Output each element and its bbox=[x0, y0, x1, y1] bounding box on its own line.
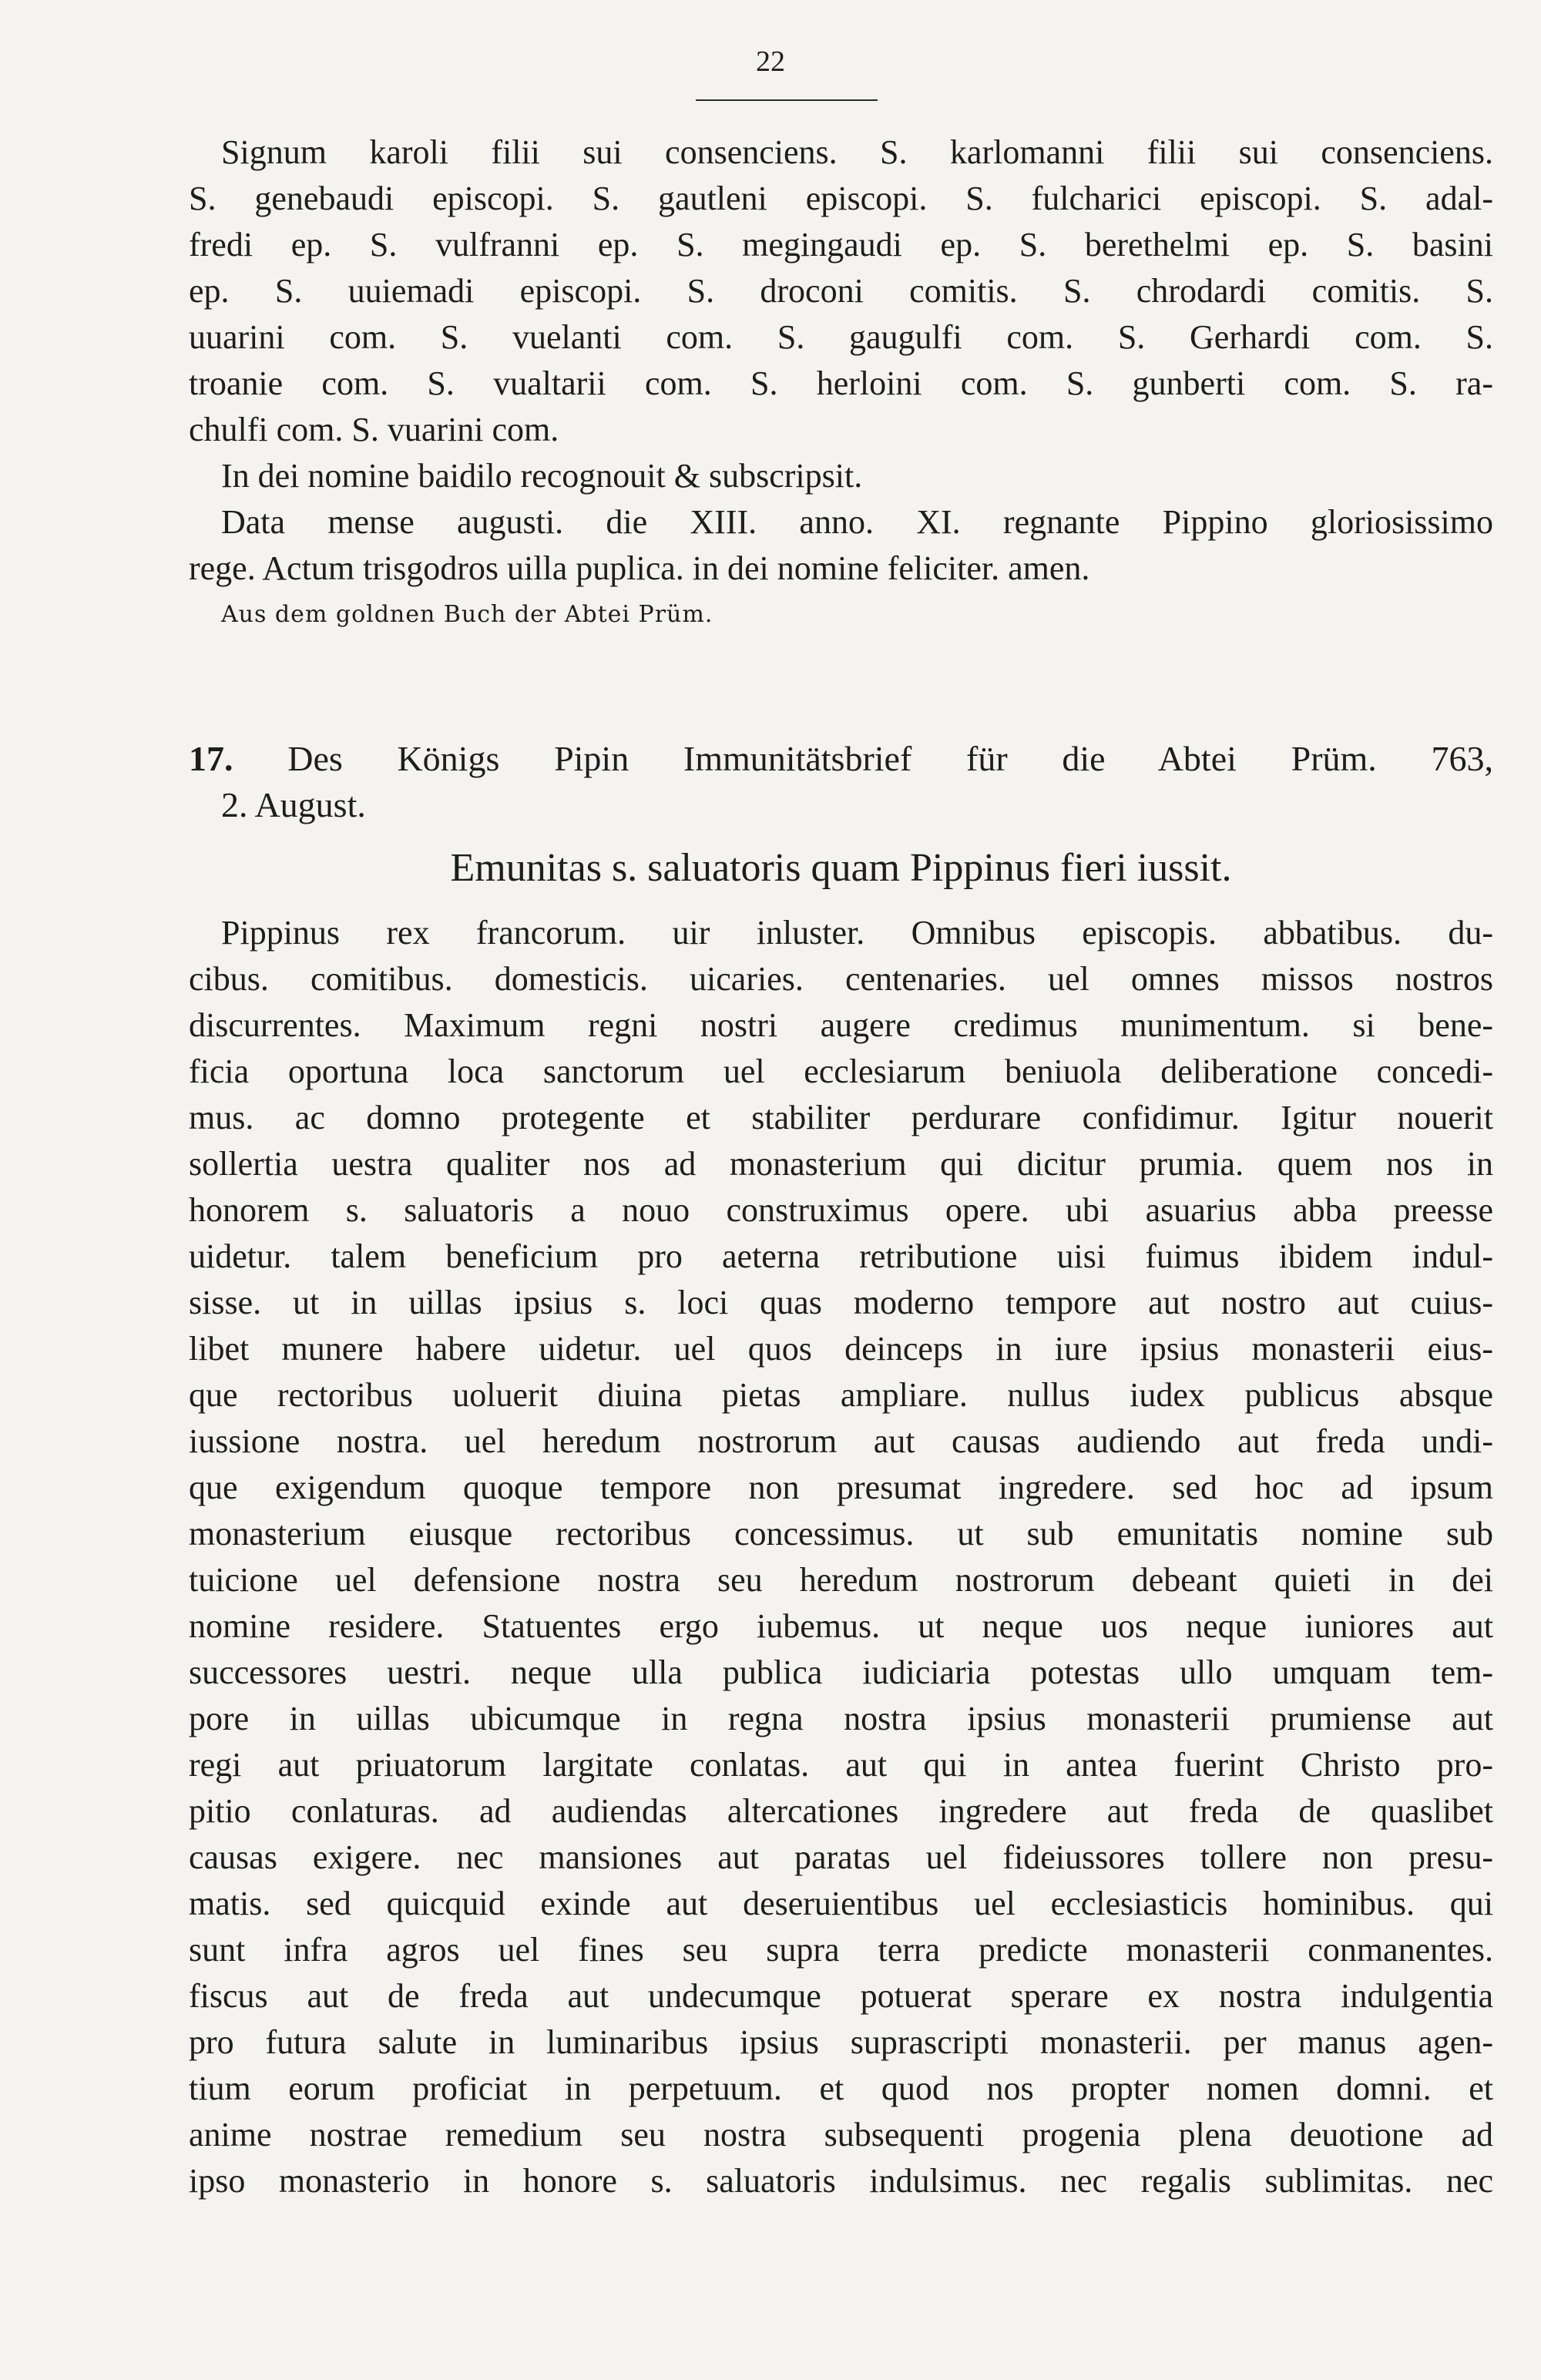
document-date: 2. August. bbox=[221, 785, 366, 824]
charter-line: libet munere habere uidetur. uel quos deinceps in iure ipsius monasterii eius- bbox=[189, 1330, 1493, 1368]
charter-line: que rectoribus uoluerit diuina pietas ampliare. nullus iudex publicus absque bbox=[189, 1376, 1493, 1414]
page-number: 22 bbox=[756, 45, 785, 78]
signature-list bbox=[189, 129, 1493, 638]
charter-title: Emunitas s. saluatoris quam Pippinus fieri iussit. bbox=[450, 846, 1232, 890]
charter-line: cibus. comitibus. domesticis. uicaries. centenaries. uel omnes missos nostros bbox=[189, 960, 1493, 998]
charter-line: tuicione uel defensione nostra seu heredum nostrorum debeant quieti in dei bbox=[189, 1561, 1493, 1599]
signature-line: Signum karoli filii sui consenciens. S. karlomanni filii sui consenciens. bbox=[221, 133, 1493, 171]
signature-line: fredi ep. S. vulfranni ep. S. megingaudi ep. S. berethelmi ep. S. basini bbox=[189, 226, 1493, 264]
signature-line: chulfi com. S. vuarini com. bbox=[189, 411, 559, 448]
header-rule bbox=[696, 99, 878, 101]
charter-line: regi aut priuatorum largitate conlatas. aut qui in antea fuerint Christo pro- bbox=[189, 1746, 1493, 1784]
signature-line: troanie com. S. vualtarii com. S. herloini com. S. gunberti com. S. ra- bbox=[189, 364, 1493, 402]
signature-line: ep. S. uuiemadi episcopi. S. droconi comitis. S. chrodardi comitis. S. bbox=[189, 272, 1493, 310]
charter-line: nomine residere. Statuentes ergo iubemus. ut neque uos neque iuniores aut bbox=[189, 1607, 1493, 1645]
charter-line: sollertia uestra qualiter nos ad monasterium qui dicitur prumia. quem nos in bbox=[189, 1145, 1493, 1183]
dating-line: Data mense augusti. die XIII. anno. XI. regnante Pippino gloriosissimo bbox=[221, 503, 1493, 541]
charter-line: monasterium eiusque rectoribus concessimus. ut sub emunitatis nomine sub bbox=[189, 1515, 1493, 1553]
charter-line: successores uestri. neque ulla publica iudiciaria potestas ullo umquam tem- bbox=[189, 1653, 1493, 1691]
charter-line: mus. ac domno protegente et stabiliter perdurare confidimur. Igitur nouerit bbox=[189, 1099, 1493, 1136]
charter-line: discurrentes. Maximum regni nostri augere credimus munimentum. si bene- bbox=[189, 1006, 1493, 1044]
recognition-line: In dei nomine baidilo recognouit & subscripsit. bbox=[221, 457, 863, 495]
charter-line: sisse. ut in uillas ipsius s. loci quas moderno tempore aut nostro aut cuius- bbox=[189, 1284, 1493, 1321]
document-heading-text: Des Königs Pipin Immunitätsbrief für die Abtei Prüm. 763, bbox=[287, 739, 1493, 778]
charter-line: matis. sed quicquid exinde aut deseruientibus uel ecclesiasticis hominibus. qui bbox=[189, 1885, 1493, 1922]
charter-line: honorem s. saluatoris a nouo construximus opere. ubi asuarius abba preesse bbox=[189, 1191, 1493, 1229]
document-number: 17. bbox=[189, 739, 233, 778]
charter-line: pitio conlaturas. ad audiendas altercationes ingredere aut freda de quaslibet bbox=[189, 1792, 1493, 1830]
document-heading bbox=[189, 736, 1493, 828]
charter-line: ipso monasterio in honore s. saluatoris indulsimus. nec regalis sublimitas. nec bbox=[189, 2162, 1493, 2200]
charter-line: anime nostrae remedium seu nostra subsequenti progenia plena deuotione ad bbox=[189, 2116, 1493, 2153]
source-note: Aus dem goldnen Buch der Abtei Prüm. bbox=[221, 601, 713, 628]
charter-line: sunt infra agros uel fines seu supra terra predicte monasterii conmanentes. bbox=[189, 1931, 1493, 1969]
dating-line: rege. Actum trisgodros uilla puplica. in dei nomine feliciter. amen. bbox=[189, 549, 1090, 587]
charter-line: tium eorum proficiat in perpetuum. et quod nos propter nomen domni. et bbox=[189, 2069, 1493, 2107]
signature-line: uuarini com. S. vuelanti com. S. gaugulfi com. S. Gerhardi com. S. bbox=[189, 318, 1493, 356]
charter-line: uidetur. talem beneficium pro aeterna retributione uisi fuimus ibidem indul- bbox=[189, 1237, 1493, 1275]
signature-line: S. genebaudi episcopi. S. gautleni episcopi. S. fulcharici episcopi. S. adal- bbox=[189, 180, 1493, 217]
charter-line: Pippinus rex francorum. uir inluster. Omnibus episcopis. abbatibus. du- bbox=[221, 914, 1493, 952]
document-heading-line bbox=[189, 736, 1493, 782]
charter-line: pore in uillas ubicumque in regna nostra ipsius monasterii prumiense aut bbox=[189, 1700, 1493, 1737]
charter-line: pro futura salute in luminaribus ipsius suprascripti monasterii. per manus agen- bbox=[189, 2023, 1493, 2061]
charter-line: fiscus aut de freda aut undecumque potuerat sperare ex nostra indulgentia bbox=[189, 1977, 1493, 2015]
charter-line: iussione nostra. uel heredum nostrorum aut causas audiendo aut freda undi- bbox=[189, 1422, 1493, 1460]
charter-line: ficia oportuna loca sanctorum uel ecclesiarum beniuola deliberatione concedi- bbox=[189, 1052, 1493, 1090]
charter-line: que exigendum quoque tempore non presumat ingredere. sed hoc ad ipsum bbox=[189, 1469, 1493, 1506]
charter-line: causas exigere. nec mansiones aut paratas uel fideiussores tollere non presu- bbox=[189, 1838, 1493, 1876]
charter-text bbox=[189, 910, 1493, 2204]
